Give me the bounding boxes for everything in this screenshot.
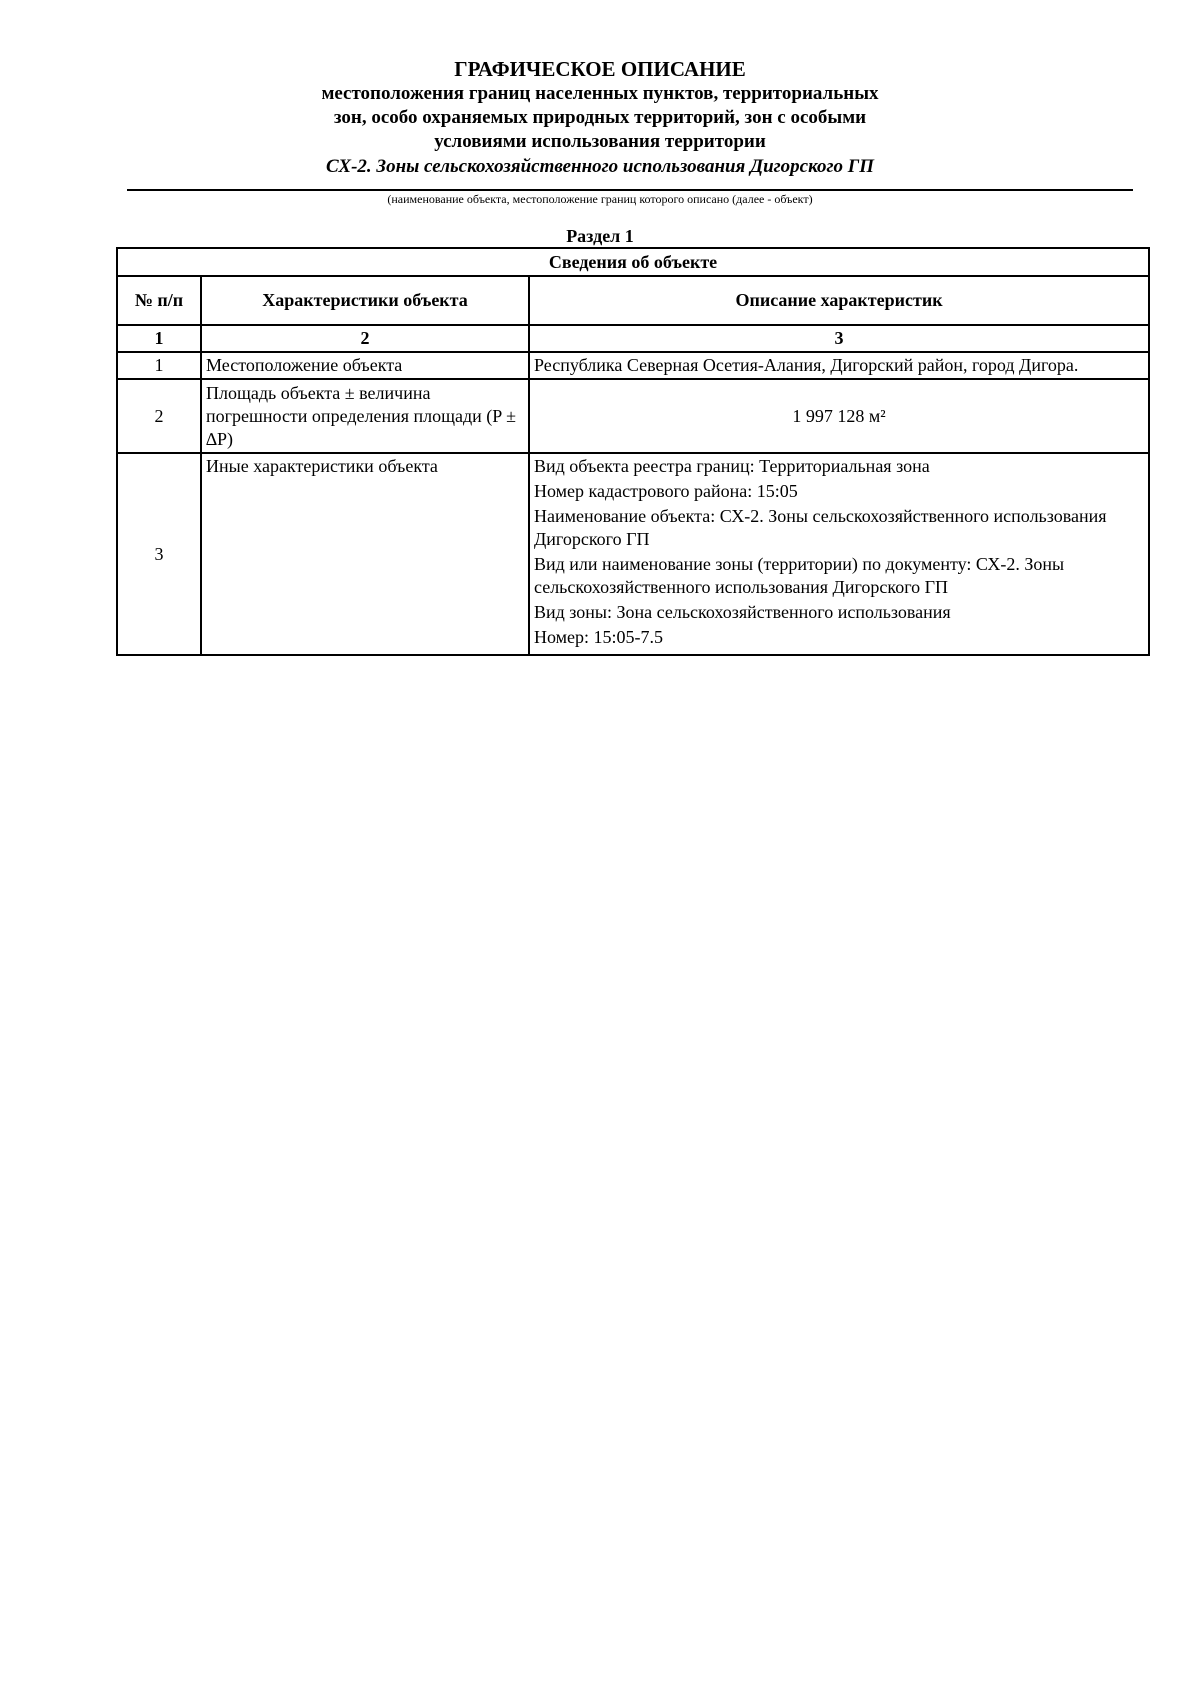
- row-characteristic: Местоположение объекта: [201, 352, 529, 379]
- table-row: [117, 453, 1149, 655]
- object-name: СХ-2. Зоны сельскохозяйственного использования Дигорского ГП: [325, 156, 875, 177]
- document-subtitle-line: местоположения границ населенных пунктов, территориальных: [321, 83, 879, 104]
- column-number: 2: [201, 325, 529, 352]
- underline-rule: [127, 189, 1133, 191]
- column-header-characteristic: Характеристики объекта: [201, 276, 529, 325]
- description-line: Номер: 15:05-7.5: [534, 627, 664, 647]
- row-description: 1 997 128 м²: [529, 379, 1149, 453]
- column-number: 3: [529, 325, 1149, 352]
- row-description: Республика Северная Осетия-Алания, Дигорский район, город Дигора.: [529, 352, 1149, 379]
- row-number: 3: [117, 453, 201, 655]
- table-caption: Сведения об объекте: [117, 248, 1149, 276]
- description-line: Вид или наименование зоны (территории) по документу: СХ-2. Зоны сельскохозяйственного использования Дигорского ГП: [534, 554, 1065, 597]
- document-subtitle-line: зон, особо охраняемых природных территорий, зон с особыми: [333, 107, 867, 128]
- column-header-description: Описание характеристик: [529, 276, 1149, 325]
- column-number: 1: [117, 325, 201, 352]
- row-number: 1: [117, 352, 201, 379]
- description-line: Вид объекта реестра границ: Территориальная зона: [534, 456, 930, 476]
- description-line: Номер кадастрового района: 15:05: [534, 481, 798, 501]
- section-title: Раздел 1: [566, 226, 634, 246]
- table-row: [117, 379, 1149, 453]
- column-header-number: № п/п: [117, 276, 201, 325]
- object-info-table: [116, 247, 1150, 656]
- row-characteristic: Иные характеристики объекта: [201, 453, 529, 655]
- table-header-row: [117, 276, 1149, 325]
- column-number-row: [117, 325, 1149, 352]
- document-subtitle-line: условиями использования территории: [434, 131, 766, 152]
- description-line: Вид зоны: Зона сельскохозяйственного использования: [534, 602, 951, 622]
- object-name-caption: (наименование объекта, местоположение границ которого описано (далее - объект): [387, 192, 813, 206]
- description-line: Наименование объекта: СХ-2. Зоны сельскохозяйственного использования Дигорского ГП: [534, 506, 1107, 549]
- row-characteristic: Площадь объекта ± величина погрешности определения площади (P ± ∆P): [201, 379, 529, 453]
- row-description: [529, 453, 1149, 655]
- document-header: [0, 56, 1200, 179]
- document-title: ГРАФИЧЕСКОЕ ОПИСАНИЕ: [454, 57, 746, 81]
- row-number: 2: [117, 379, 201, 453]
- table-row: [117, 352, 1149, 379]
